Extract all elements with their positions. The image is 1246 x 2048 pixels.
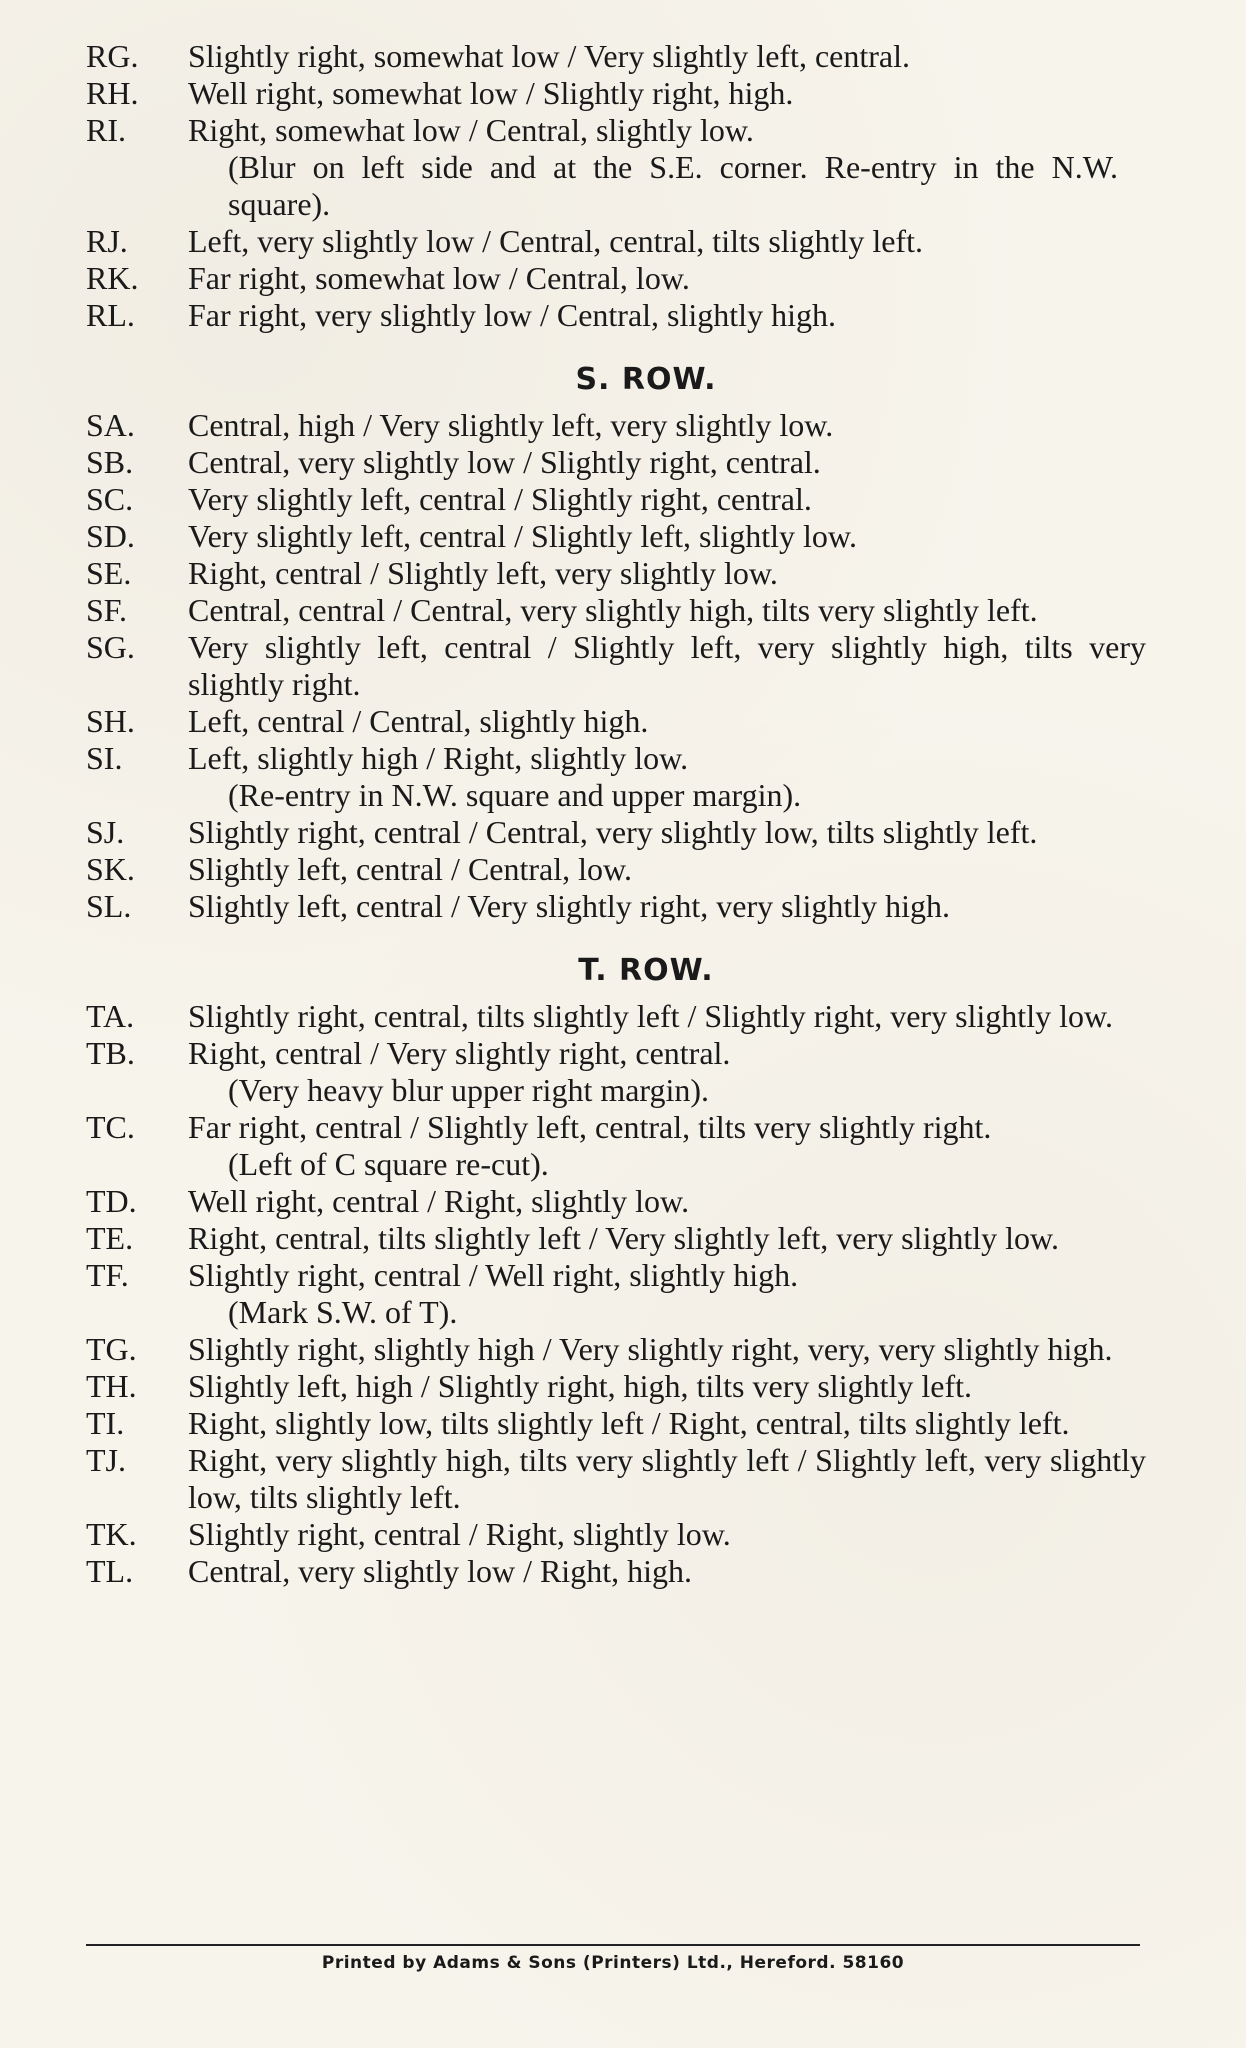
entry-note: (Blur on left side and at the S.E. corner. Re-entry in the N.W. square). <box>228 149 1118 222</box>
position-description: Well right, somewhat low / Slightly right, high. <box>188 75 794 111</box>
position-description: Right, central / Slightly left, very slightly low. <box>188 555 778 591</box>
position-code: RJ. <box>86 223 128 259</box>
position-description: Well right, central / Right, slightly low. <box>188 1183 690 1219</box>
position-description: Slightly right, central / Right, slightly low. <box>188 1516 731 1552</box>
position-code: RI. <box>86 112 126 148</box>
list-item <box>86 481 1146 518</box>
printer-imprint: Printed by Adams & Sons (Printers) Ltd., Hereford. 58160 <box>321 1953 905 1973</box>
position-code: RK. <box>86 260 139 296</box>
position-description: Right, somewhat low / Central, slightly low. <box>188 112 754 148</box>
position-code: SG. <box>86 629 135 665</box>
position-description: Slightly right, central / Well right, slightly high. <box>188 1257 799 1293</box>
position-code: TI. <box>86 1405 125 1441</box>
list-item <box>86 112 1146 149</box>
entry-note: (Mark S.W. of T). <box>228 1294 458 1330</box>
section-heading: S. ROW. <box>575 362 717 397</box>
position-code: SB. <box>86 444 134 480</box>
list-item <box>86 407 1146 444</box>
entry-note: (Left of C square re-cut). <box>228 1146 549 1182</box>
position-description: Far right, somewhat low / Central, low. <box>188 260 690 296</box>
list-item <box>86 75 1146 112</box>
position-description: Very slightly left, central / Slightly right, central. <box>188 481 812 517</box>
position-description: Central, very slightly low / Slightly right, central. <box>188 444 821 480</box>
list-item <box>86 297 1146 334</box>
position-description: Central, central / Central, very slightly high, tilts very slightly left. <box>188 592 1038 628</box>
position-description: Far right, central / Slightly left, central, tilts very slightly right. <box>188 1109 992 1145</box>
plating-list <box>86 38 1146 1590</box>
list-item <box>86 1257 1146 1294</box>
position-code: SK. <box>86 851 135 887</box>
position-description: Slightly left, central / Central, low. <box>188 851 633 887</box>
position-description: Right, central / Very slightly right, central. <box>188 1035 731 1071</box>
position-description: Left, slightly high / Right, slightly low. <box>188 740 689 776</box>
list-item <box>86 223 1146 260</box>
position-description: Left, central / Central, slightly high. <box>188 703 649 739</box>
footer-rule <box>86 1944 1140 1946</box>
position-code: TH. <box>86 1368 137 1404</box>
position-description: Slightly right, somewhat low / Very slightly left, central. <box>188 38 910 74</box>
list-item <box>86 851 1146 888</box>
position-description: Very slightly left, central / Slightly left, slightly low. <box>188 518 857 554</box>
entry-note: (Re-entry in N.W. square and upper margin). <box>228 777 802 813</box>
position-code: SE. <box>86 555 132 591</box>
list-item <box>86 740 1146 777</box>
list-item <box>86 444 1146 481</box>
position-description: Very slightly left, central / Slightly left, very slightly high, tilts very slightly right. <box>188 629 1146 702</box>
position-code: TD. <box>86 1183 137 1219</box>
position-description: Slightly left, high / Slightly right, high, tilts very slightly left. <box>188 1368 972 1404</box>
position-code: TK. <box>86 1516 137 1552</box>
position-code: SJ. <box>86 814 125 850</box>
position-code: SI. <box>86 740 123 776</box>
list-item <box>86 814 1146 851</box>
position-description: Slightly right, slightly high / Very slightly right, very, very slightly high. <box>188 1331 1113 1367</box>
position-code: SD. <box>86 518 135 554</box>
list-item <box>86 888 1146 925</box>
list-item <box>86 1109 1146 1146</box>
list-item <box>86 998 1146 1035</box>
position-code: TF. <box>86 1257 129 1293</box>
section-heading: T. ROW. <box>578 953 714 988</box>
list-item <box>86 1553 1146 1590</box>
position-description: Slightly left, central / Very slightly right, very slightly high. <box>188 888 950 924</box>
list-item <box>86 703 1146 740</box>
position-code: SC. <box>86 481 134 517</box>
list-item <box>86 1035 1146 1072</box>
list-item <box>86 1183 1146 1220</box>
position-description: Far right, very slightly low / Central, slightly high. <box>188 297 836 333</box>
list-item <box>86 1405 1146 1442</box>
position-code: SF. <box>86 592 128 628</box>
list-item <box>86 1220 1146 1257</box>
position-code: TL. <box>86 1553 134 1589</box>
position-description: Slightly right, central / Central, very slightly low, tilts slightly left. <box>188 814 1038 850</box>
position-code: TA. <box>86 998 135 1034</box>
position-code: TE. <box>86 1220 134 1256</box>
position-code: RG. <box>86 38 139 74</box>
position-description: Slightly right, central, tilts slightly left / Slightly right, very slightly low. <box>188 998 1113 1034</box>
position-code: SL. <box>86 888 132 924</box>
position-description: Right, central, tilts slightly left / Very slightly left, very slightly low. <box>188 1220 1060 1256</box>
position-description: Right, very slightly high, tilts very slightly left / Slightly left, very slightly low, tilts slightly left. <box>188 1442 1146 1515</box>
position-description: Right, slightly low, tilts slightly left / Right, central, tilts slightly left. <box>188 1405 1070 1441</box>
position-description: Central, high / Very slightly left, very slightly low. <box>188 407 834 443</box>
position-code: SH. <box>86 703 135 739</box>
position-description: Left, very slightly low / Central, central, tilts slightly left. <box>188 223 923 259</box>
list-item <box>86 592 1146 629</box>
list-item <box>86 555 1146 592</box>
list-item <box>86 38 1146 75</box>
position-code: SA. <box>86 407 135 443</box>
position-code: TG. <box>86 1331 137 1367</box>
entry-note: (Very heavy blur upper right margin). <box>228 1072 710 1108</box>
list-item <box>86 1442 1146 1516</box>
position-code: RH. <box>86 75 139 111</box>
position-code: RL. <box>86 297 135 333</box>
list-item <box>86 1368 1146 1405</box>
list-item <box>86 260 1146 297</box>
position-description: Central, very slightly low / Right, high. <box>188 1553 692 1589</box>
position-code: TB. <box>86 1035 135 1071</box>
list-item <box>86 518 1146 555</box>
list-item <box>86 1516 1146 1553</box>
position-code: TC. <box>86 1109 135 1145</box>
list-item <box>86 629 1146 703</box>
position-code: TJ. <box>86 1442 126 1478</box>
list-item <box>86 1331 1146 1368</box>
